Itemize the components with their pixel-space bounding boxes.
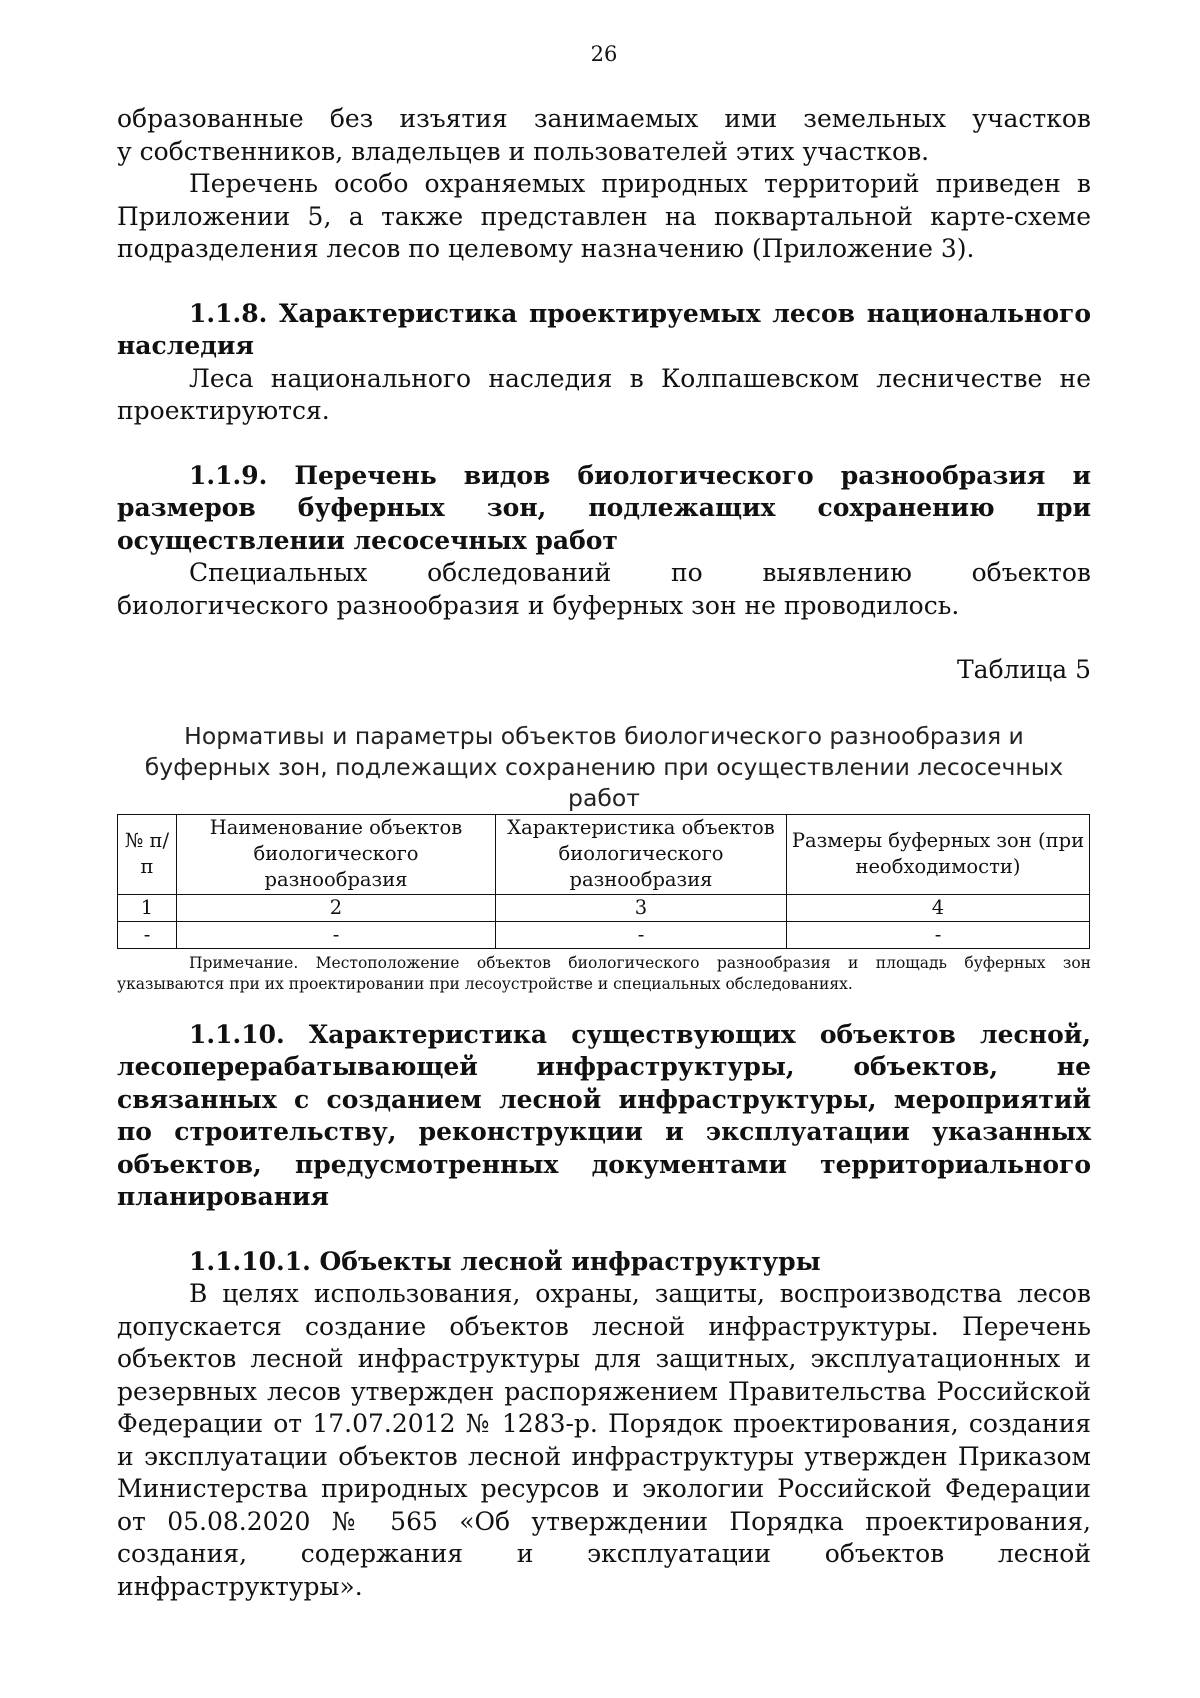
table-row — [118, 894, 1090, 921]
table-cell: - — [177, 921, 496, 948]
table-cell: 4 — [787, 894, 1090, 921]
paragraph-national-heritage: Леса национального наследия в Колпашевском лесничестве не проектируются. — [117, 363, 1091, 425]
paragraph-biodiversity: Специальных обследований по выявлению объектов биологического разнообразия и буферных зон не проводилось. — [117, 558, 1091, 620]
body-text — [117, 103, 1091, 1603]
table-header-characteristic: Характеристика объектов биологического разнообразия — [496, 814, 787, 894]
table-cell: - — [787, 921, 1090, 948]
table-row — [118, 921, 1090, 948]
biodiversity-table — [117, 814, 1090, 949]
table-header-buffer-size: Размеры буферных зон (при необходимости) — [787, 814, 1090, 894]
paragraph-protected-territories: Перечень особо охраняемых природных территорий приведен в Приложении 5, а также представлен на поквартальной карте-схеме подразделения лесов по целевому назначению (Приложение 3). — [117, 169, 1091, 263]
table-cell: 2 — [177, 894, 496, 921]
table-header-row — [118, 814, 1090, 894]
heading-1-1-9: 1.1.9. Перечень видов биологического разнообразия и размеров буферных зон, подлежащих сохранению при осуществлении лесосечных работ — [117, 460, 1091, 555]
heading-1-1-10: 1.1.10. Характеристика существующих объектов лесной, лесоперерабатывающей инфраструктуры, объектов, не связанных с созданием лесной инфраструктуры, мероприятий по строительству, реконструкции и эксплуатации указанных объектов, предусмотренных документами территориального планирования — [117, 1019, 1091, 1211]
table-header-name: Наименование объектов биологического разнообразия — [177, 814, 496, 894]
page-number: 26 — [590, 42, 618, 66]
paragraph-continuation-rest: у собственников, владельцев и пользователей этих участков. — [117, 136, 930, 166]
paragraph-forest-infrastructure: В целях использования, охраны, защиты, воспроизводства лесов допускается создание объектов лесной инфраструктуры. Перечень объектов лесной инфраструктуры для защитных, эксплуатационных и резервных лесов утвержден распоряжением Правительства Российской Федерации от 17.07.2012 № 1283-р. Порядок проектирования, создания и эксплуатации объектов лесной инфраструктуры утвержден Приказом Министерства природных ресурсов и экологии Российской Федерации от 05.08.2020 № 565 «Об утверждении Порядка проектирования, создания, содержания и эксплуатации объектов лесной инфраструктуры». — [117, 1279, 1091, 1601]
table-caption-line1: Нормативы и параметры объектов биологического разнообразия и — [184, 721, 1024, 750]
table-note: Примечание. Местоположение объектов биологического разнообразия и площадь буферных зон указываются при их проектировании при лесоустройстве и специальных обследованиях. — [117, 953, 1091, 993]
heading-1-1-10-1: 1.1.10.1. Объекты лесной инфраструктуры — [189, 1246, 821, 1276]
table-cell: 3 — [496, 894, 787, 921]
table-cell: - — [118, 921, 177, 948]
table-caption — [117, 721, 1091, 814]
paragraph-continuation-line: образованные без изъятия занимаемых ими земельных участков — [117, 104, 1091, 133]
table-header-number: № п/п — [118, 814, 177, 894]
table-caption-line2: буферных зон, подлежащих сохранению при осуществлении лесосечных работ — [144, 752, 1064, 812]
heading-1-1-8: 1.1.8. Характеристика проектируемых лесов национального наследия — [117, 298, 1091, 360]
table-label: Таблица 5 — [956, 655, 1091, 684]
table-cell: - — [496, 921, 787, 948]
table-cell: 1 — [118, 894, 177, 921]
